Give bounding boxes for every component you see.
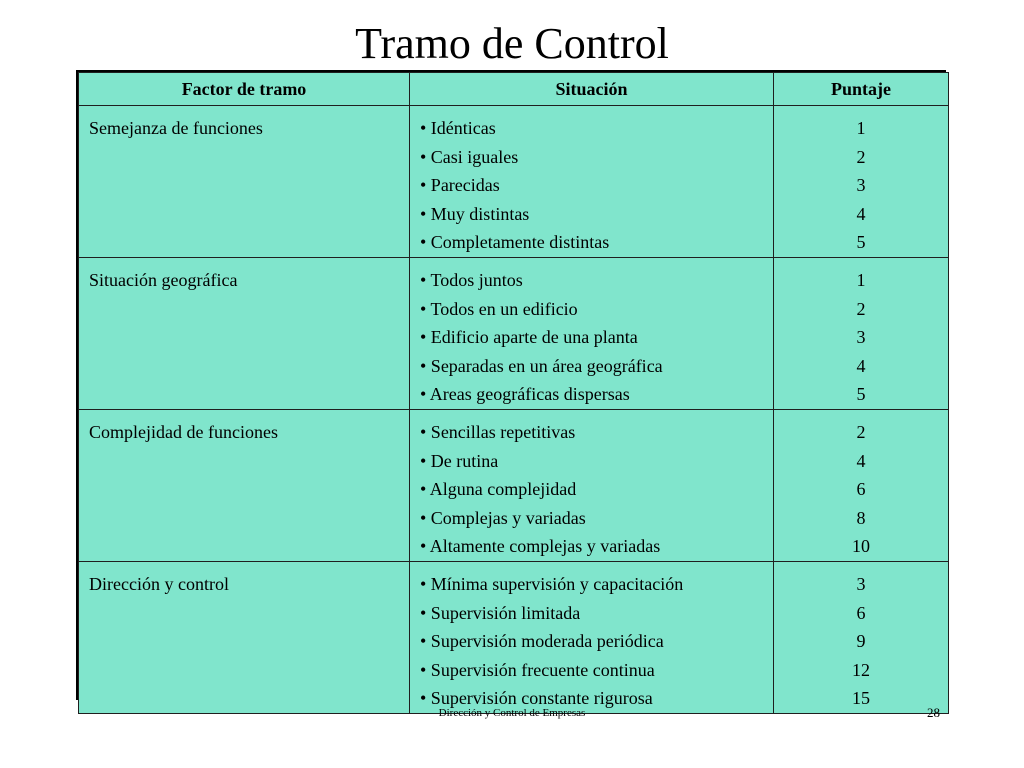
puntaje-value: 1 [856,269,866,290]
puntaje-value: 12 [852,659,870,680]
puntaje-value: 4 [856,355,866,376]
puntaje-value: 8 [856,507,866,528]
factor-cell: Semejanza de funciones [79,106,410,258]
situacion-item: • Supervisión frecuente continua [420,659,655,680]
situacion-item: • Complejas y variadas [420,507,586,528]
situacion-item: • Mínima supervisión y capacitación [420,573,684,594]
puntaje-cell [774,561,949,713]
puntaje-value: 2 [856,298,866,319]
puntaje-value: 9 [856,631,866,652]
puntaje-value: 4 [856,450,866,471]
situacion-item: • Supervisión moderada periódica [420,631,664,652]
puntaje-value: 15 [852,688,870,709]
situacion-item: • Casi iguales [420,146,519,167]
puntaje-value: 6 [856,602,866,623]
table-row [79,106,949,258]
puntaje-value: 2 [856,421,866,442]
puntaje-value: 3 [856,327,866,348]
slide-title: Tramo de Control [355,19,669,68]
table-row [79,257,949,409]
situacion-item: • Completamente distintas [420,232,610,253]
puntaje-cell [774,106,949,258]
situacion-item: • Idénticas [420,118,496,138]
header-situacion: Situación [410,73,774,106]
puntaje-cell [774,409,949,561]
puntaje-value: 1 [856,118,866,138]
situacion-item: • Todos en un edificio [420,298,578,319]
situacion-item: • Alguna complejidad [420,479,577,500]
table-row [79,409,949,561]
puntaje-value: 5 [856,232,866,253]
situacion-item: • Altamente complejas y variadas [420,536,661,557]
puntaje-value: 2 [856,146,866,167]
factor-cell: Dirección y control [79,561,410,713]
situacion-item: • Supervisión limitada [420,602,581,623]
situacion-item: • De rutina [420,450,499,471]
table-header-row [79,73,949,106]
situacion-cell [410,257,774,409]
table-row [79,561,949,713]
situacion-item: • Muy distintas [420,203,530,224]
situacion-item: • Sencillas repetitivas [420,421,576,442]
situacion-item: • Areas geográficas dispersas [420,384,630,405]
page-number: 28 [927,705,940,720]
header-factor: Factor de tramo [79,73,410,106]
puntaje-value: 4 [856,203,866,224]
factor-cell: Situación geográfica [79,257,410,409]
puntaje-value: 6 [856,479,866,500]
puntaje-cell [774,257,949,409]
span-of-control-table [76,70,946,709]
factor-cell: Complejidad de funciones [79,409,410,561]
situacion-cell [410,409,774,561]
slide-footer: Dirección y Control de Empresas [438,707,586,719]
situacion-item: • Parecidas [420,175,500,196]
puntaje-value: 10 [852,536,870,557]
situacion-cell [410,106,774,258]
situacion-item: • Separadas en un área geográfica [420,355,663,376]
puntaje-value: 3 [856,175,866,196]
situacion-item: • Edificio aparte de una planta [420,327,638,348]
situacion-cell [410,561,774,713]
situacion-item: • Supervisión constante rigurosa [420,688,653,709]
puntaje-value: 3 [856,573,866,594]
header-puntaje: Puntaje [774,73,949,106]
puntaje-value: 5 [856,384,866,405]
situacion-item: • Todos juntos [420,269,523,290]
